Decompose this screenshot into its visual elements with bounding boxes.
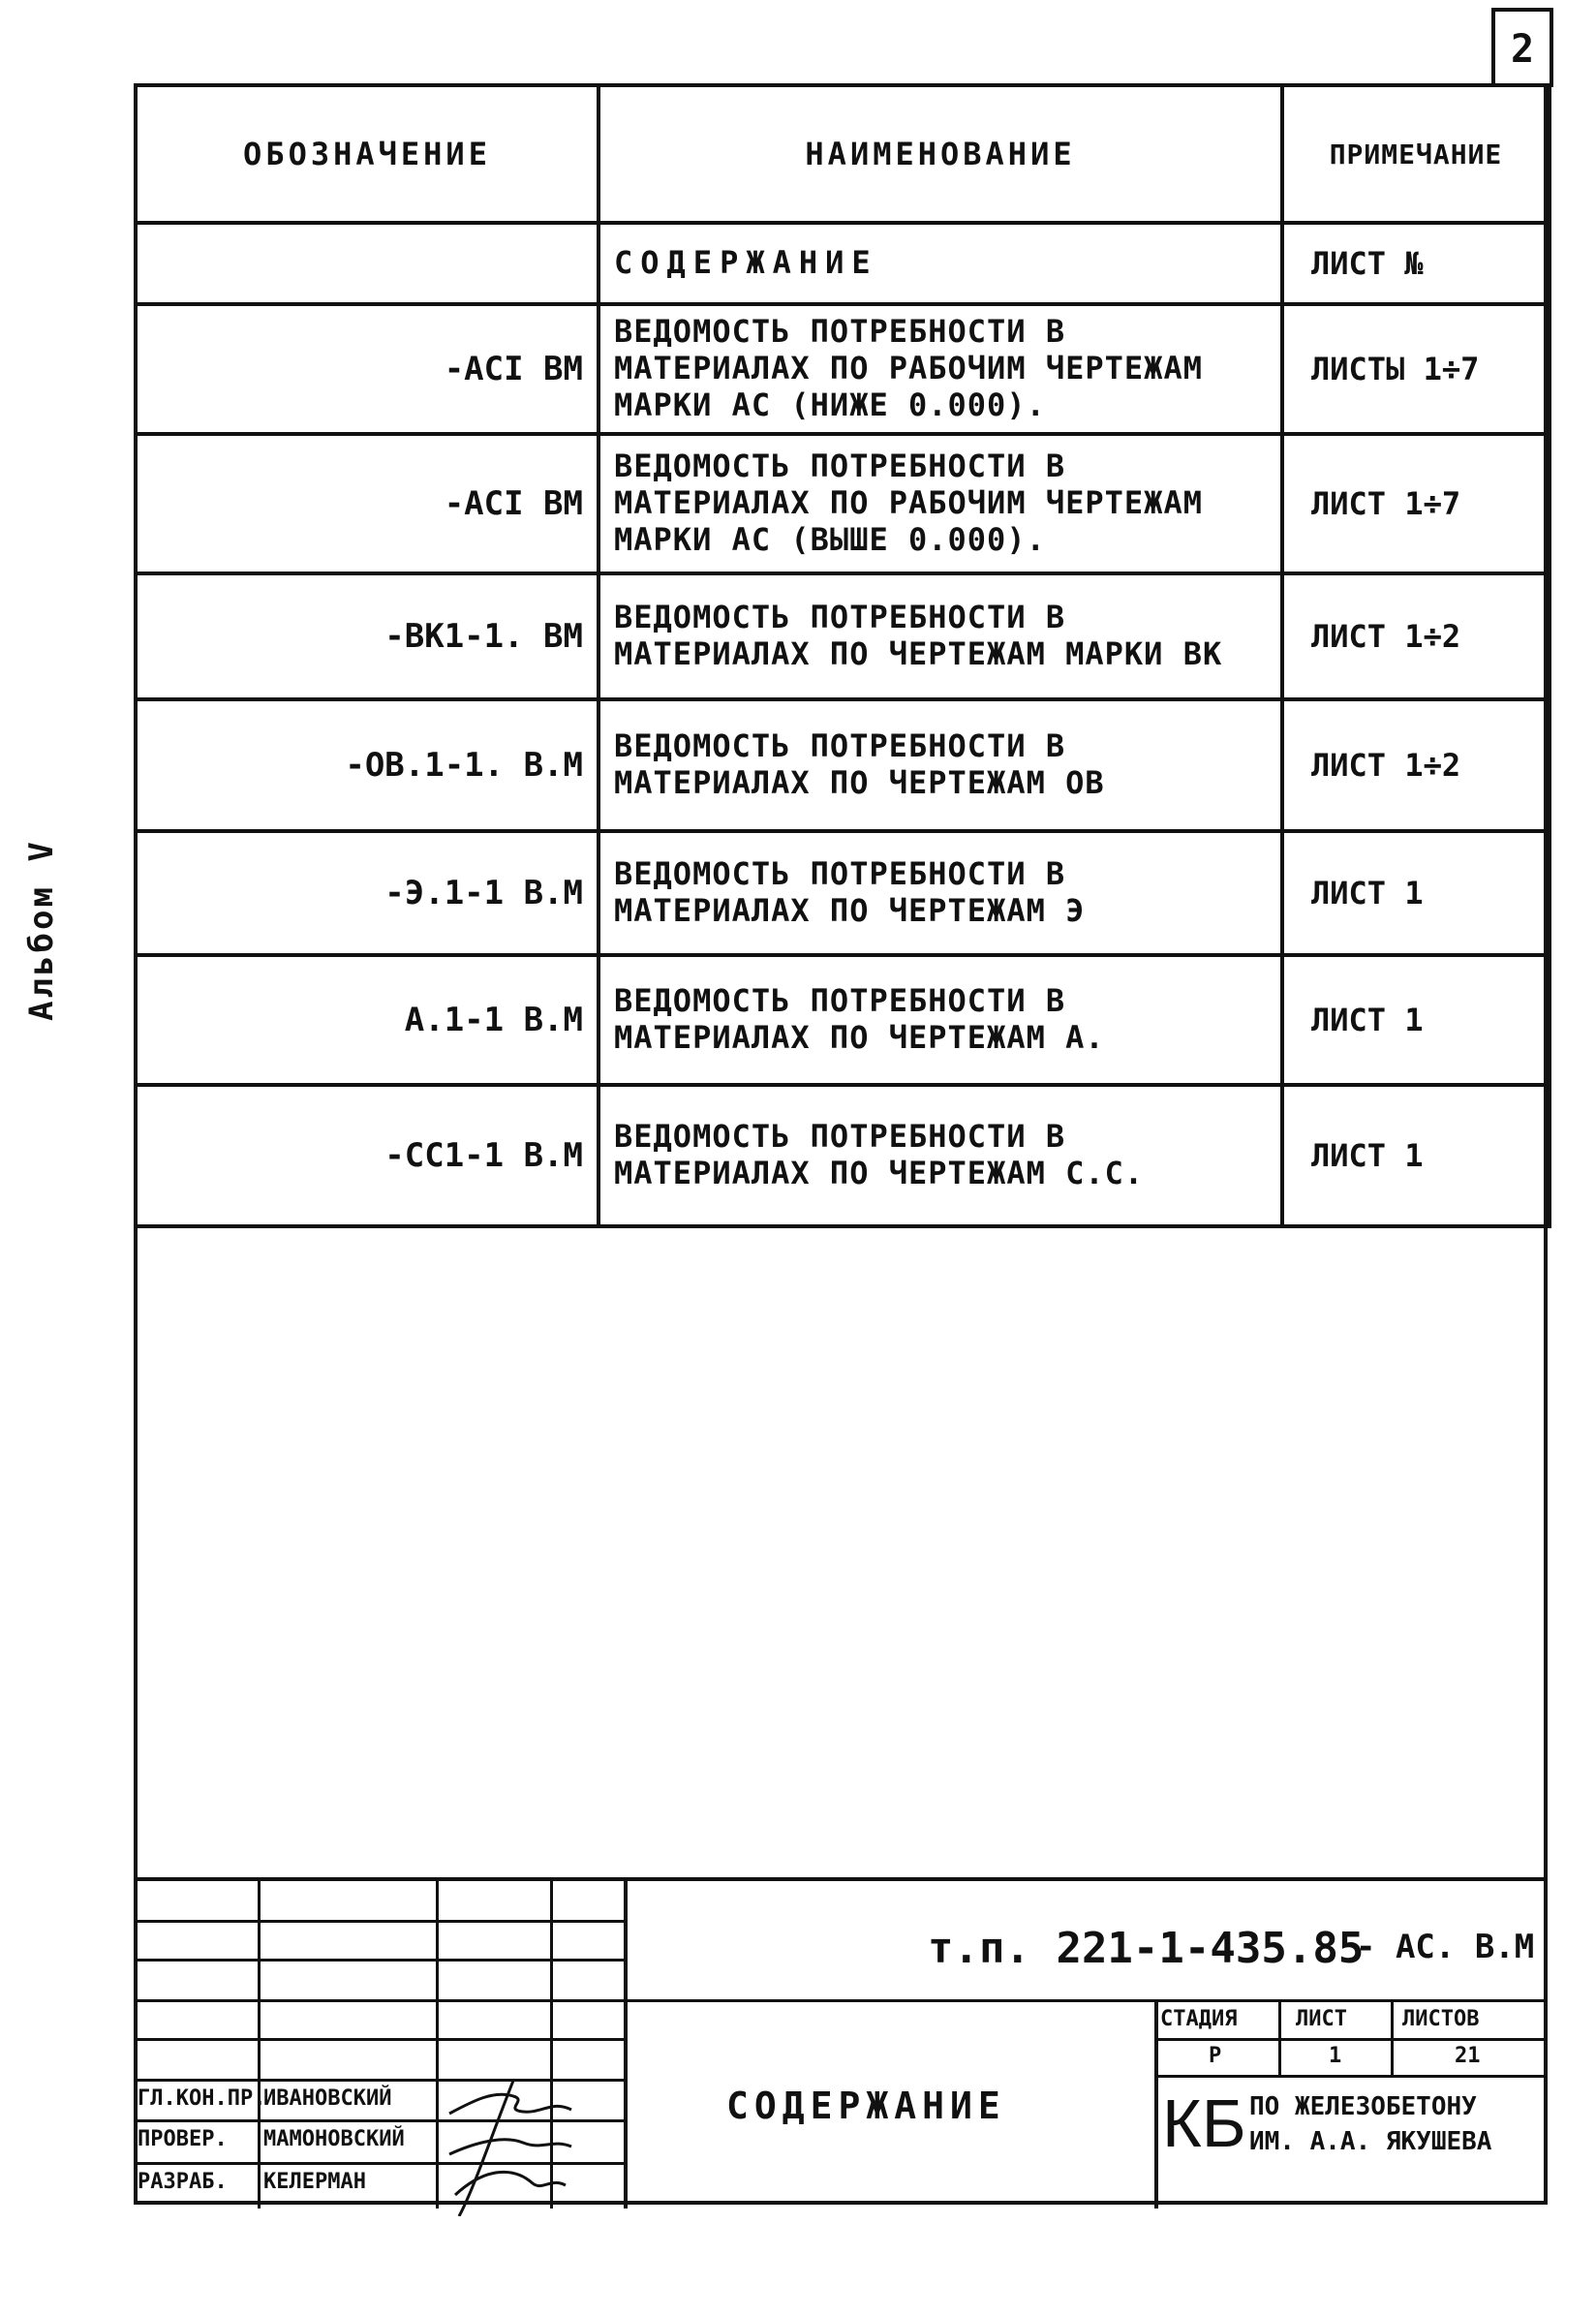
row-note: ЛИСТ 1÷7 [1282, 434, 1550, 573]
row-name: ВЕДОМОСТЬ ПОТРЕБНОСТИ В МАТЕРИАЛАХ ПО ЧЕРТЕЖАМ А. [598, 955, 1282, 1085]
row-note: ЛИСТ 1 [1282, 955, 1550, 1085]
row-code: -АСI ВМ [136, 434, 598, 573]
org-logo: КБ [1162, 2085, 1246, 2161]
table-row [136, 573, 1550, 699]
sig-role: ПРОВЕР. [138, 2127, 228, 2151]
sig-name: КЕЛЕРМАН [263, 2170, 366, 2194]
header-name: НАИМЕНОВАНИЕ [598, 85, 1282, 223]
divider [1154, 2038, 1548, 2041]
row-code: -ВК1-1. ВМ [136, 573, 598, 699]
stage-header: СТАДИЯ [1160, 2007, 1238, 2031]
stage-value: Р [1209, 2044, 1222, 2068]
table-row [136, 699, 1550, 831]
sig-role: РАЗРАБ. [138, 2170, 228, 2194]
row-note: ЛИСТ 1÷2 [1282, 573, 1550, 699]
row-note: ЛИСТ № [1282, 223, 1550, 304]
album-label-text: Альбом V [22, 839, 62, 1021]
sheets-total-value: 21 [1455, 2044, 1481, 2068]
row-note: ЛИСТЫ 1÷7 [1282, 304, 1550, 434]
row-code: -ОВ.1-1. В.М [136, 699, 598, 831]
sig-name: ИВАНОВСКИЙ [263, 2086, 392, 2111]
sheet-value: 1 [1329, 2044, 1342, 2068]
divider [134, 2038, 624, 2041]
divider [134, 1999, 624, 2002]
divider [258, 1881, 261, 2209]
org-line-1: ПО ЖЕЛЕЗОБЕТОНУ [1249, 2092, 1477, 2121]
row-name: ВЕДОМОСТЬ ПОТРЕБНОСТИ В МАТЕРИАЛАХ ПО ЧЕРТЕЖАМ С.С. [598, 1085, 1282, 1226]
header-note: ПРИМЕЧАНИЕ [1282, 85, 1550, 223]
divider [1154, 2075, 1548, 2078]
table-row [136, 831, 1550, 955]
sheet-header: ЛИСТ [1296, 2007, 1347, 2031]
row-name: ВЕДОМОСТЬ ПОТРЕБНОСТИ В МАТЕРИАЛАХ ПО РАБОЧИМ ЧЕРТЕЖАМ МАРКИ АС (НИЖЕ 0.000). [598, 304, 1282, 434]
sig-name: МАМОНОВСКИЙ [263, 2127, 405, 2151]
title-block [134, 1877, 1548, 2205]
sheet-number: 2 [1491, 8, 1553, 87]
row-note: ЛИСТ 1÷2 [1282, 699, 1550, 831]
signature-scribbles [436, 2071, 726, 2216]
row-code: А.1-1 В.М [136, 955, 598, 1085]
row-note: ЛИСТ 1 [1282, 1085, 1550, 1226]
row-code: -АСI ВМ [136, 304, 598, 434]
row-name: ВЕДОМОСТЬ ПОТРЕБНОСТИ В МАТЕРИАЛАХ ПО РАБОЧИМ ЧЕРТЕЖАМ МАРКИ АС (ВЫШЕ 0.000). [598, 434, 1282, 573]
sheets-header: ЛИСТОВ [1402, 2007, 1480, 2031]
row-code: -Э.1-1 В.М [136, 831, 598, 955]
row-name: ВЕДОМОСТЬ ПОТРЕБНОСТИ В МАТЕРИАЛАХ ПО ЧЕРТЕЖАМ ОВ [598, 699, 1282, 831]
table-row [136, 1085, 1550, 1226]
contents-table [134, 83, 1551, 1228]
row-code: -СС1-1 В.М [136, 1085, 598, 1226]
table-row [136, 434, 1550, 573]
divider [1278, 1999, 1281, 2075]
sheet-title: СОДЕРЖАНИЕ [726, 2085, 1006, 2127]
divider [624, 1999, 1548, 2002]
row-note: ЛИСТ 1 [1282, 831, 1550, 955]
table-row [136, 955, 1550, 1085]
project-code: т.п. 221-1-435.85 [928, 1924, 1365, 1973]
divider [134, 1959, 624, 1962]
header-designation: ОБОЗНАЧЕНИЕ [136, 85, 598, 223]
divider [1154, 1999, 1158, 2209]
drawing-mark: - АС. В.М [1356, 1928, 1535, 1966]
sig-role: ГЛ.КОН.ПР. [138, 2086, 266, 2111]
table-header-row [136, 85, 1550, 223]
row-name: ВЕДОМОСТЬ ПОТРЕБНОСТИ В МАТЕРИАЛАХ ПО ЧЕРТЕЖАМ Э [598, 831, 1282, 955]
divider [134, 1920, 624, 1923]
org-line-2: ИМ. А.А. ЯКУШЕВА [1249, 2127, 1492, 2156]
table-row [136, 304, 1550, 434]
divider [1391, 1999, 1394, 2075]
table-row [136, 223, 1550, 304]
album-label [17, 814, 66, 1046]
row-code [136, 223, 598, 304]
row-name: ВЕДОМОСТЬ ПОТРЕБНОСТИ В МАТЕРИАЛАХ ПО ЧЕРТЕЖАМ МАРКИ ВК [598, 573, 1282, 699]
row-name: СОДЕРЖАНИЕ [598, 223, 1282, 304]
